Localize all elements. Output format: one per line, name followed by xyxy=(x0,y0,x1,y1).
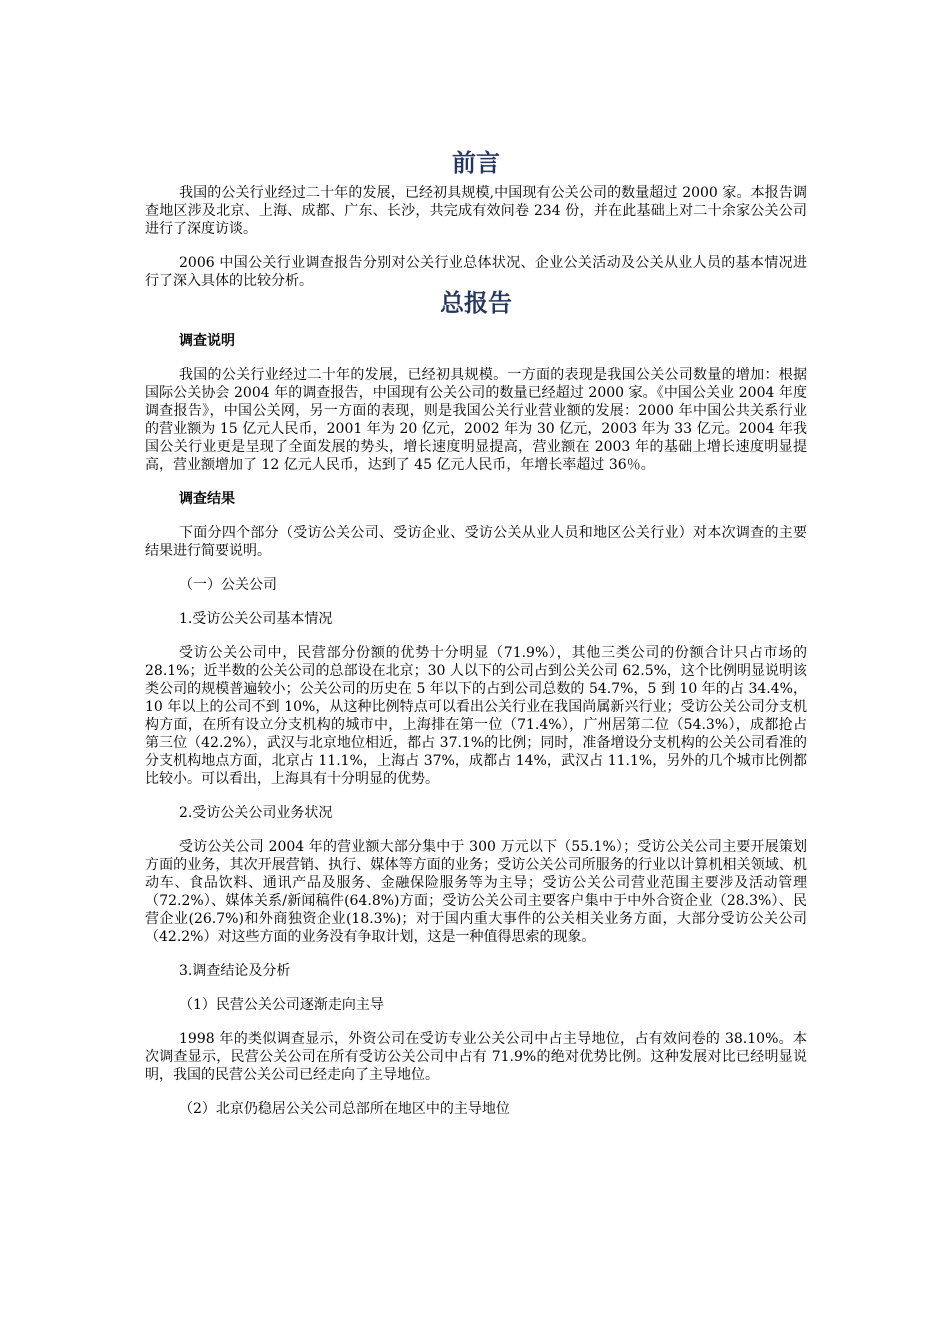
document-page xyxy=(145,0,807,1118)
section-1-title: 1.受访公关公司基本情况 xyxy=(179,611,333,627)
preface-paragraph-1: 我国的公关行业经过二十年的发展，已经初具规模,中国现有公关公司的数量超过 2000 家。本报告调查地区涉及北京、上海、成都、广东、长沙，共完成有效问卷 234 份，并在此基础上对二十余家公关公司进行了深度访谈。 xyxy=(145,185,807,237)
preface-paragraph-2: 2006 中国公关行业调查报告分别对公关行业总体状况、企业公关活动及公关从业人员的基本情况进行了深入具体的比较分析。 xyxy=(145,255,807,289)
report-title: 总报告 xyxy=(440,289,512,317)
survey-description-paragraph: 我国的公关行业经过二十年的发展，已经初具规模。一方面的表现是我国公关公司数量的增加：根据国际公关协会 2004 年的调查报告，中国现有公关公司的数量已经超过 2000 家。《中国公关业 2004 年度调查报告》，中国公关网，另一方面的表现，则是我国公关行业营业额的发展：2000 年中国公共关系行业的营业额为 15 亿元人民币，2001 年为 20 亿元，2002 年为 30 亿元，2003 年为 33 亿元。2004 年我国公关行业更是呈现了全面发展的势头，增长速度明显提高，营业额在 2003 年的基础上增长速度明显提高，营业额增加了 12 亿元人民币，达到了 45 亿元人民币，年增长率超过 36％。 xyxy=(145,367,807,473)
conclusion-1-paragraph: 1998 年的类似调查显示，外资公司在受访专业公关公司中占主导地位，占有效问卷的 38.10%。本次调查显示，民营公关公司在所有受访公关公司中占有 71.9%的绝对优势比例。这种发展对比已经明显说明，我国的民营公关公司已经走向了主导地位。 xyxy=(145,1031,807,1083)
section-3-title: 3.调查结论及分析 xyxy=(179,963,291,979)
survey-results-heading: 调查结果 xyxy=(179,491,235,507)
section-2-paragraph: 受访公关公司 2004 年的营业额大部分集中于 300 万元以下（55.1%）；受访公关公司主要开展策划方面的业务，其次开展营销、执行、媒体等方面的业务；受访公关公司所服务的行业以计算机相关领域、机动车、食品饮料、通讯产品及服务、金融保险服务等为主导；受访公关公司营业范围主要涉及活动管理（72.2%）、媒体关系/新闻稿件(64.8%)方面；受访公关公司主要客户集中于中外合资企业（28.3%）、民营企业(26.7%)和外商独资企业(18.3%)；对于国内重大事件的公关相关业务方面，大部分受访公关公司（42.2%）对这些方面的业务没有争取计划，这是一种值得思索的现象。 xyxy=(145,839,807,945)
survey-results-intro: 下面分四个部分（受访公关公司、受访企业、受访公关从业人员和地区公关行业）对本次调查的主要结果进行简要说明。 xyxy=(145,525,807,559)
conclusion-2-title: （2）北京仍稳居公关公司总部所在地区中的主导地位 xyxy=(179,1101,510,1117)
section-2-title: 2.受访公关公司业务状况 xyxy=(179,805,333,821)
section-1-paragraph: 受访公关公司中，民营部分份额的优势十分明显（71.9%），其他三类公司的份额合计只占市场的 28.1%；近半数的公关公司的总部设在北京；30 人以下的公司占到公关公司 62.5%，这个比例明显说明该类公司的规模普遍较小；公关公司的历史在 5 年以下的占到公司总数的 54.7%，5 到 10 年的占 34.4%，10 年以上的公司不到 10%，从这种比例特点可以看出公关行业在我国尚属新兴行业；受访公关公司分支机构方面，在所有设立分支机构的城市中，上海排在第一位（71.4%），广州居第二位（54.3%），成都抢占第三位（42.2%），武汉与北京地位相近，都占 37.1%的比例；同时，准备增设分支机构的公关公司看准的分支机构地点方面，北京占 11.1%，上海占 37%，成都占 14%，武汉占 11.1%，另外的几个城市比例都比较小。可以看出，上海具有十分明显的优势。 xyxy=(145,645,807,787)
part-1-heading: （一）公关公司 xyxy=(179,577,277,593)
conclusion-1-title: （1）民营公关公司逐渐走向主导 xyxy=(179,997,384,1013)
preface-title: 前言 xyxy=(452,149,500,177)
survey-description-heading: 调查说明 xyxy=(179,333,235,349)
